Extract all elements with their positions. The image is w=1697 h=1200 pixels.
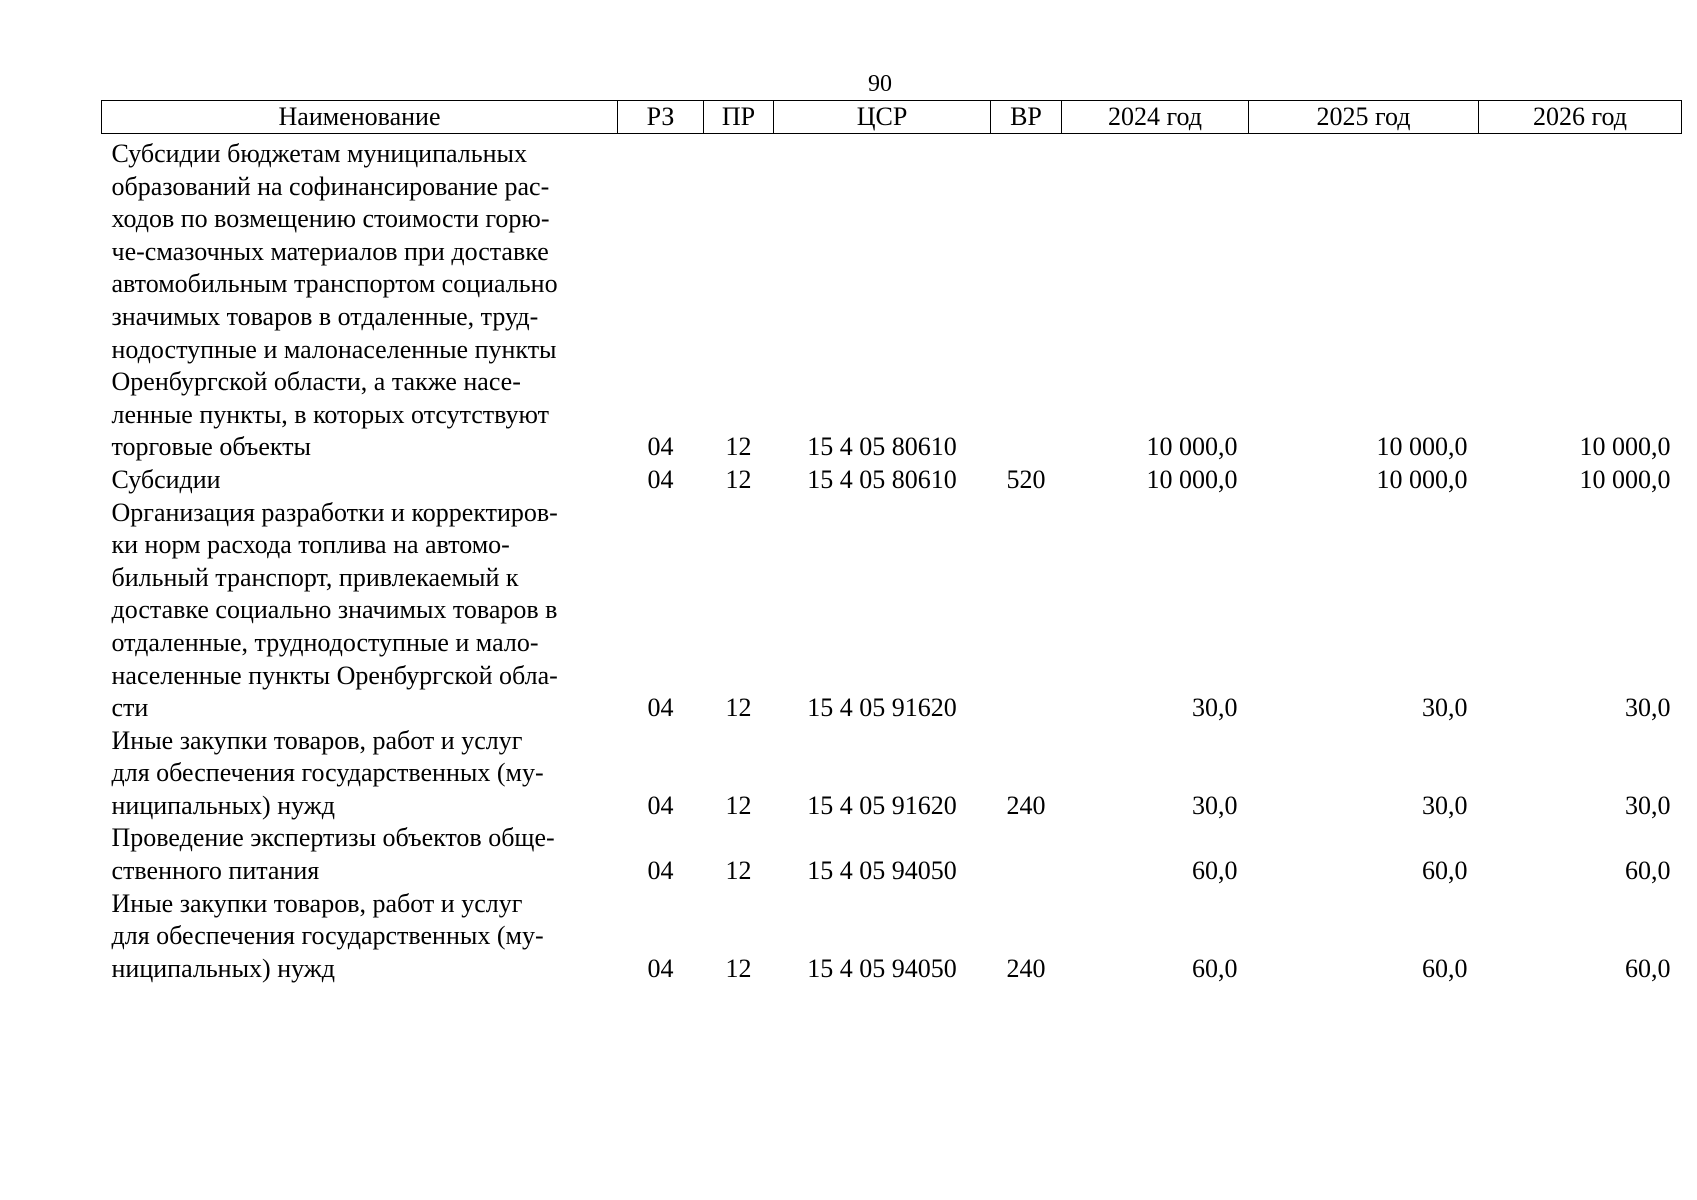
name-line: ходов по возмещению стоимости горю- — [111, 204, 550, 234]
header-pr: ПР — [704, 101, 774, 134]
header-2026: 2026 год — [1479, 101, 1682, 134]
name-line: Субсидии — [111, 464, 221, 494]
cell-csr: 15 4 05 91620 — [807, 790, 957, 820]
cell-csr: 15 4 05 80610 — [807, 432, 957, 462]
cell-vr — [991, 134, 1062, 464]
table-body — [102, 134, 1682, 986]
cell-rz: 04 — [647, 464, 674, 494]
cell-rz: 04 — [647, 432, 674, 462]
cell-pr: 12 — [725, 953, 752, 983]
header-2025: 2025 год — [1249, 101, 1479, 134]
cell-2024: 10 000,0 — [1146, 432, 1238, 462]
name-line: автомобильным транспортом социально — [111, 269, 558, 299]
name-line: торговые объекты — [111, 432, 312, 462]
name-line: Проведение экспертизы объектов обще- — [111, 823, 555, 853]
name-line: для обеспечения государственных (му- — [111, 921, 544, 951]
cell-2025: 30,0 — [1422, 693, 1468, 723]
name-line: ственного питания — [111, 856, 320, 886]
cell-name — [102, 888, 618, 986]
cell-2024: 30,0 — [1192, 693, 1238, 723]
name-line: Иные закупки товаров, работ и услуг — [111, 725, 523, 755]
cell-2026: 10 000,0 — [1579, 432, 1671, 462]
name-line: ки норм расхода топлива на автомо- — [111, 530, 510, 560]
table-header-row — [102, 101, 1682, 134]
cell-2026: 30,0 — [1625, 790, 1671, 820]
cell-2026: 60,0 — [1625, 953, 1671, 983]
cell-name — [102, 464, 618, 497]
table-row — [102, 464, 1682, 497]
name-line: че-смазочных материалов при доставке — [111, 236, 549, 266]
name-line: образований на софинансирование рас- — [111, 171, 550, 201]
page-number: 90 — [868, 71, 892, 97]
cell-2026: 30,0 — [1625, 693, 1671, 723]
cell-2025: 30,0 — [1422, 790, 1468, 820]
name-line: для обеспечения государственных (му- — [111, 758, 544, 788]
cell-name — [102, 134, 618, 464]
cell-pr: 12 — [725, 464, 752, 494]
table-row — [102, 888, 1682, 986]
cell-csr: 15 4 05 94050 — [807, 856, 957, 886]
cell-2025: 10 000,0 — [1376, 464, 1468, 494]
cell-pr: 12 — [725, 790, 752, 820]
cell-2026: 60,0 — [1625, 856, 1671, 886]
cell-name — [102, 725, 618, 823]
cell-pr: 12 — [725, 856, 752, 886]
header-2024: 2024 год — [1062, 101, 1249, 134]
cell-2024: 60,0 — [1192, 953, 1238, 983]
name-line: Оренбургской области, а также насе- — [111, 367, 521, 397]
header-rz: РЗ — [618, 101, 704, 134]
table-row — [102, 725, 1682, 823]
cell-2024: 10 000,0 — [1146, 464, 1238, 494]
name-line: сти — [111, 693, 149, 723]
name-line: ниципальных) нужд — [111, 953, 335, 983]
cell-2026: 10 000,0 — [1579, 464, 1671, 494]
cell-csr: 15 4 05 94050 — [807, 953, 957, 983]
cell-csr: 15 4 05 91620 — [807, 693, 957, 723]
cell-vr — [991, 497, 1062, 725]
name-line: значимых товаров в отдаленные, труд- — [111, 301, 539, 331]
cell-2024: 60,0 — [1192, 856, 1238, 886]
cell-name — [102, 822, 618, 887]
header-csr: ЦСР — [774, 101, 991, 134]
cell-2024: 30,0 — [1192, 790, 1238, 820]
table-row — [102, 497, 1682, 725]
budget-table — [101, 100, 1682, 985]
cell-pr: 12 — [725, 432, 752, 462]
cell-csr: 15 4 05 80610 — [807, 464, 957, 494]
name-line: отдаленные, труднодоступные и мало- — [111, 627, 539, 657]
cell-rz: 04 — [647, 856, 674, 886]
cell-vr: 240 — [1006, 790, 1046, 820]
table-row — [102, 134, 1682, 464]
name-line: нодоступные и малонаселенные пункты — [111, 334, 557, 364]
cell-2025: 60,0 — [1422, 953, 1468, 983]
cell-vr: 240 — [1006, 953, 1046, 983]
name-line: доставке социально значимых товаров в — [111, 595, 558, 625]
cell-2025: 60,0 — [1422, 856, 1468, 886]
header-name: Наименование — [102, 101, 618, 134]
name-line: Организация разработки и корректиров- — [111, 497, 558, 527]
name-line: ниципальных) нужд — [111, 790, 335, 820]
name-line: Субсидии бюджетам муниципальных — [111, 139, 527, 168]
name-line: населенные пункты Оренбургской обла- — [111, 660, 558, 690]
cell-rz: 04 — [647, 790, 674, 820]
name-line: бильный транспорт, привлекаемый к — [111, 562, 519, 592]
cell-name — [102, 497, 618, 725]
header-vr: ВР — [991, 101, 1062, 134]
table-row — [102, 822, 1682, 887]
name-line: Иные закупки товаров, работ и услуг — [111, 888, 523, 918]
cell-vr: 520 — [1006, 464, 1046, 494]
name-line: ленные пункты, в которых отсутствуют — [111, 399, 549, 429]
cell-rz: 04 — [647, 693, 674, 723]
cell-vr — [991, 822, 1062, 887]
cell-2025: 10 000,0 — [1376, 432, 1468, 462]
cell-rz: 04 — [647, 953, 674, 983]
cell-pr: 12 — [725, 693, 752, 723]
